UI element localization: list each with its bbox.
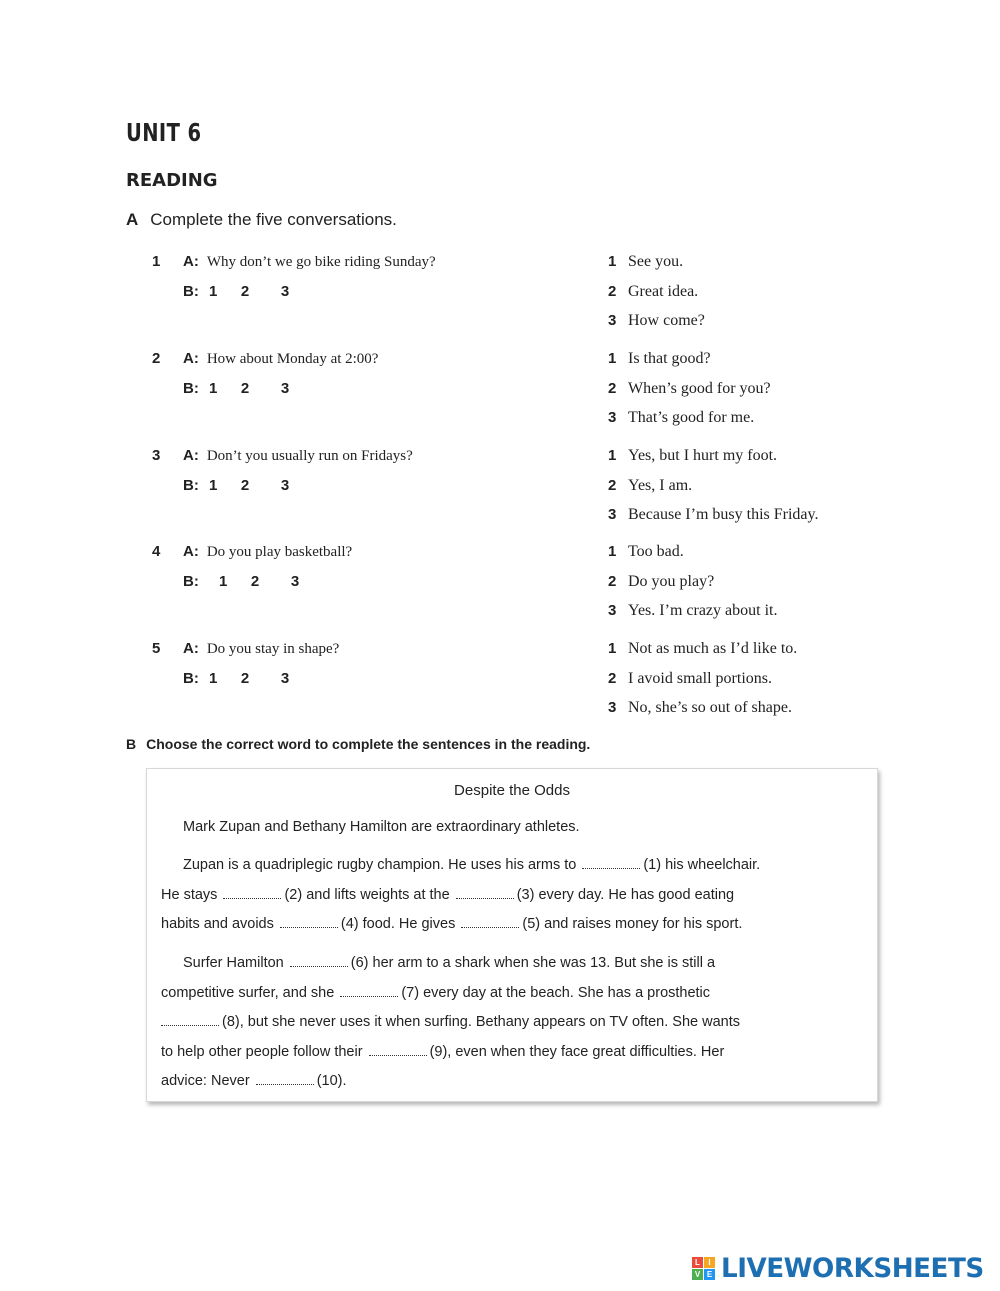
answer-choice-line xyxy=(183,573,315,590)
response-option xyxy=(608,477,692,495)
logo-text: LIVEWORKSHEETS xyxy=(721,1252,984,1284)
p2-text-3: He stays xyxy=(161,886,218,903)
response-option-number: 3 xyxy=(608,312,617,329)
response-option-text: Not as much as I’d like to. xyxy=(628,640,798,657)
response-option xyxy=(608,573,714,591)
speaker-a-label: A: xyxy=(183,447,199,464)
response-option xyxy=(608,253,683,271)
question-line xyxy=(183,253,436,271)
speaker-b-label: B: xyxy=(183,669,199,687)
answer-choice-line xyxy=(183,380,305,397)
answer-choice-1[interactable]: 1 xyxy=(209,379,218,397)
response-option-number: 1 xyxy=(608,253,617,270)
speaker-b-label: B: xyxy=(183,379,199,397)
conversation-number: 4 xyxy=(152,543,161,560)
response-option-number: 3 xyxy=(608,409,617,426)
section-a-instruction xyxy=(126,210,397,230)
question-text: Do you play basketball? xyxy=(206,544,353,560)
p3-text-5: (8), but she never uses it when surfing. Bethany appears on TV often. She wants xyxy=(222,1014,741,1030)
blank-5[interactable] xyxy=(461,916,519,928)
response-option-number: 2 xyxy=(608,282,617,300)
reading-paragraph-zupan xyxy=(161,851,861,940)
question-text: Why don’t we go bike riding Sunday? xyxy=(206,254,436,270)
answer-choice-3[interactable]: 3 xyxy=(280,476,290,494)
speaker-b-label: B: xyxy=(183,572,199,590)
answer-choice-1[interactable]: 1 xyxy=(209,282,218,300)
section-b-instruction xyxy=(126,736,590,752)
logo-tile: I xyxy=(704,1257,715,1268)
answer-choice-2[interactable]: 2 xyxy=(240,282,250,300)
blank-10[interactable] xyxy=(256,1073,314,1085)
section-a-text: Complete the five conversations. xyxy=(150,210,397,229)
response-option xyxy=(608,283,698,301)
p2-text-1: Zupan is a quadriplegic rugby champion. He uses his arms to xyxy=(183,857,577,873)
response-option xyxy=(608,602,777,620)
response-option xyxy=(608,699,792,717)
question-line xyxy=(183,543,352,561)
section-heading: READING xyxy=(126,170,218,191)
response-option-text: That’s good for me. xyxy=(628,409,755,426)
conversation-number: 2 xyxy=(152,350,161,367)
logo-tile: V xyxy=(692,1269,703,1280)
p3-text-9: (10). xyxy=(316,1073,347,1089)
response-option xyxy=(608,312,705,330)
p3-text-6: to help other people follow their xyxy=(161,1043,363,1060)
response-option-number: 2 xyxy=(608,669,617,687)
answer-choice-3[interactable]: 3 xyxy=(280,282,290,300)
answer-choice-2[interactable]: 2 xyxy=(240,669,250,687)
blank-7[interactable] xyxy=(340,985,398,997)
response-option-number: 2 xyxy=(608,379,617,397)
p3-text-4: (7) every day at the beach. She has a prosthetic xyxy=(401,984,711,1001)
question-text: Don’t you usually run on Fridays? xyxy=(206,448,413,464)
logo-tile: L xyxy=(692,1257,703,1268)
response-option-text: See you. xyxy=(628,253,684,270)
speaker-a-label: A: xyxy=(183,350,199,367)
blank-9[interactable] xyxy=(369,1044,427,1056)
p2-text-4: (2) and lifts weights at the xyxy=(284,886,450,903)
p3-text-7: (9), even when they face great difficulties. Her xyxy=(429,1043,725,1060)
speaker-a-label: A: xyxy=(183,253,199,270)
conversation-number: 3 xyxy=(152,447,161,464)
response-option-number: 1 xyxy=(608,447,617,464)
response-option-text: No, she’s so out of shape. xyxy=(628,699,792,716)
intro-text: Mark Zupan and Bethany Hamilton are extraordinary athletes. xyxy=(183,819,580,835)
answer-choice-line xyxy=(183,670,305,687)
response-option-number: 2 xyxy=(608,572,617,590)
reading-intro xyxy=(161,813,861,843)
conversation-number: 5 xyxy=(152,640,161,657)
section-b-letter: B xyxy=(126,736,137,752)
response-option xyxy=(608,380,771,398)
response-option-text: Yes, I am. xyxy=(628,476,693,494)
reading-paragraph-hamilton xyxy=(161,949,861,1097)
question-line xyxy=(183,640,339,658)
response-option-number: 3 xyxy=(608,699,617,716)
question-text: How about Monday at 2:00? xyxy=(206,351,379,367)
p3-text-3: competitive surfer, and she xyxy=(161,984,335,1001)
p3-text-8: advice: Never xyxy=(161,1073,250,1089)
response-option-text: Because I’m busy this Friday. xyxy=(628,506,819,523)
question-line xyxy=(183,447,413,465)
section-a-letter: A xyxy=(126,210,139,229)
response-option-number: 3 xyxy=(608,506,617,523)
liveworksheets-logo xyxy=(692,1252,992,1284)
answer-choice-2[interactable]: 2 xyxy=(250,572,260,590)
p2-text-5: (3) every day. He has good eating xyxy=(516,886,735,903)
response-option xyxy=(608,409,754,427)
conversation-number: 1 xyxy=(152,253,161,270)
answer-choice-3[interactable]: 3 xyxy=(280,379,290,397)
logo-tiles xyxy=(692,1257,715,1280)
speaker-b-label: B: xyxy=(183,282,199,300)
response-option xyxy=(608,506,818,524)
response-option xyxy=(608,543,684,561)
answer-choice-2[interactable]: 2 xyxy=(240,379,250,397)
section-b-text: Choose the correct word to complete the sentences in the reading. xyxy=(146,736,591,752)
response-option-text: Yes, but I hurt my foot. xyxy=(628,447,778,464)
reading-box xyxy=(146,768,878,1102)
blank-1[interactable] xyxy=(582,857,640,869)
p2-text-8: (5) and raises money for his sport. xyxy=(522,916,743,932)
answer-choice-1[interactable]: 1 xyxy=(219,572,228,590)
unit-title: UNIT 6 xyxy=(126,118,202,147)
question-text: Do you stay in shape? xyxy=(206,641,340,657)
response-option xyxy=(608,670,772,688)
speaker-a-label: A: xyxy=(183,640,199,657)
answer-choice-3[interactable]: 3 xyxy=(280,669,290,687)
response-option xyxy=(608,447,777,465)
p2-text-6: habits and avoids xyxy=(161,916,274,932)
blank-2[interactable] xyxy=(223,887,281,899)
response-option-number: 3 xyxy=(608,602,617,619)
response-option-text: How come? xyxy=(628,312,705,329)
speaker-a-label: A: xyxy=(183,543,199,560)
blank-3[interactable] xyxy=(456,887,514,899)
reading-title: Despite the Odds xyxy=(454,782,570,799)
response-option-number: 2 xyxy=(608,476,617,494)
blank-8[interactable] xyxy=(161,1014,219,1026)
response-option-text: When’s good for you? xyxy=(628,379,771,397)
p3-text-1: Surfer Hamilton xyxy=(183,955,284,971)
answer-choice-2[interactable]: 2 xyxy=(240,476,250,494)
question-line xyxy=(183,350,378,368)
answer-choice-1[interactable]: 1 xyxy=(209,476,218,494)
response-option xyxy=(608,350,711,368)
blank-6[interactable] xyxy=(290,955,348,967)
blank-4[interactable] xyxy=(280,916,338,928)
p3-text-2: (6) her arm to a shark when she was 13. But she is still a xyxy=(350,955,716,971)
p2-text-7: (4) food. He gives xyxy=(340,916,456,932)
p2-text-2: (1) his wheelchair. xyxy=(643,857,761,873)
response-option-text: I avoid small portions. xyxy=(628,669,772,687)
answer-choice-line xyxy=(183,283,305,300)
answer-choice-line xyxy=(183,477,305,494)
speaker-b-label: B: xyxy=(183,476,199,494)
response-option-text: Too bad. xyxy=(628,543,684,560)
answer-choice-3[interactable]: 3 xyxy=(290,572,300,590)
response-option xyxy=(608,640,797,658)
logo-tile: E xyxy=(704,1269,715,1280)
response-option-text: Do you play? xyxy=(628,572,715,590)
response-option-number: 1 xyxy=(608,543,617,560)
response-option-text: Great idea. xyxy=(628,282,699,300)
response-option-number: 1 xyxy=(608,350,617,367)
response-option-number: 1 xyxy=(608,640,617,657)
response-option-text: Yes. I’m crazy about it. xyxy=(628,602,778,619)
answer-choice-1[interactable]: 1 xyxy=(209,669,218,687)
response-option-text: Is that good? xyxy=(628,350,711,367)
